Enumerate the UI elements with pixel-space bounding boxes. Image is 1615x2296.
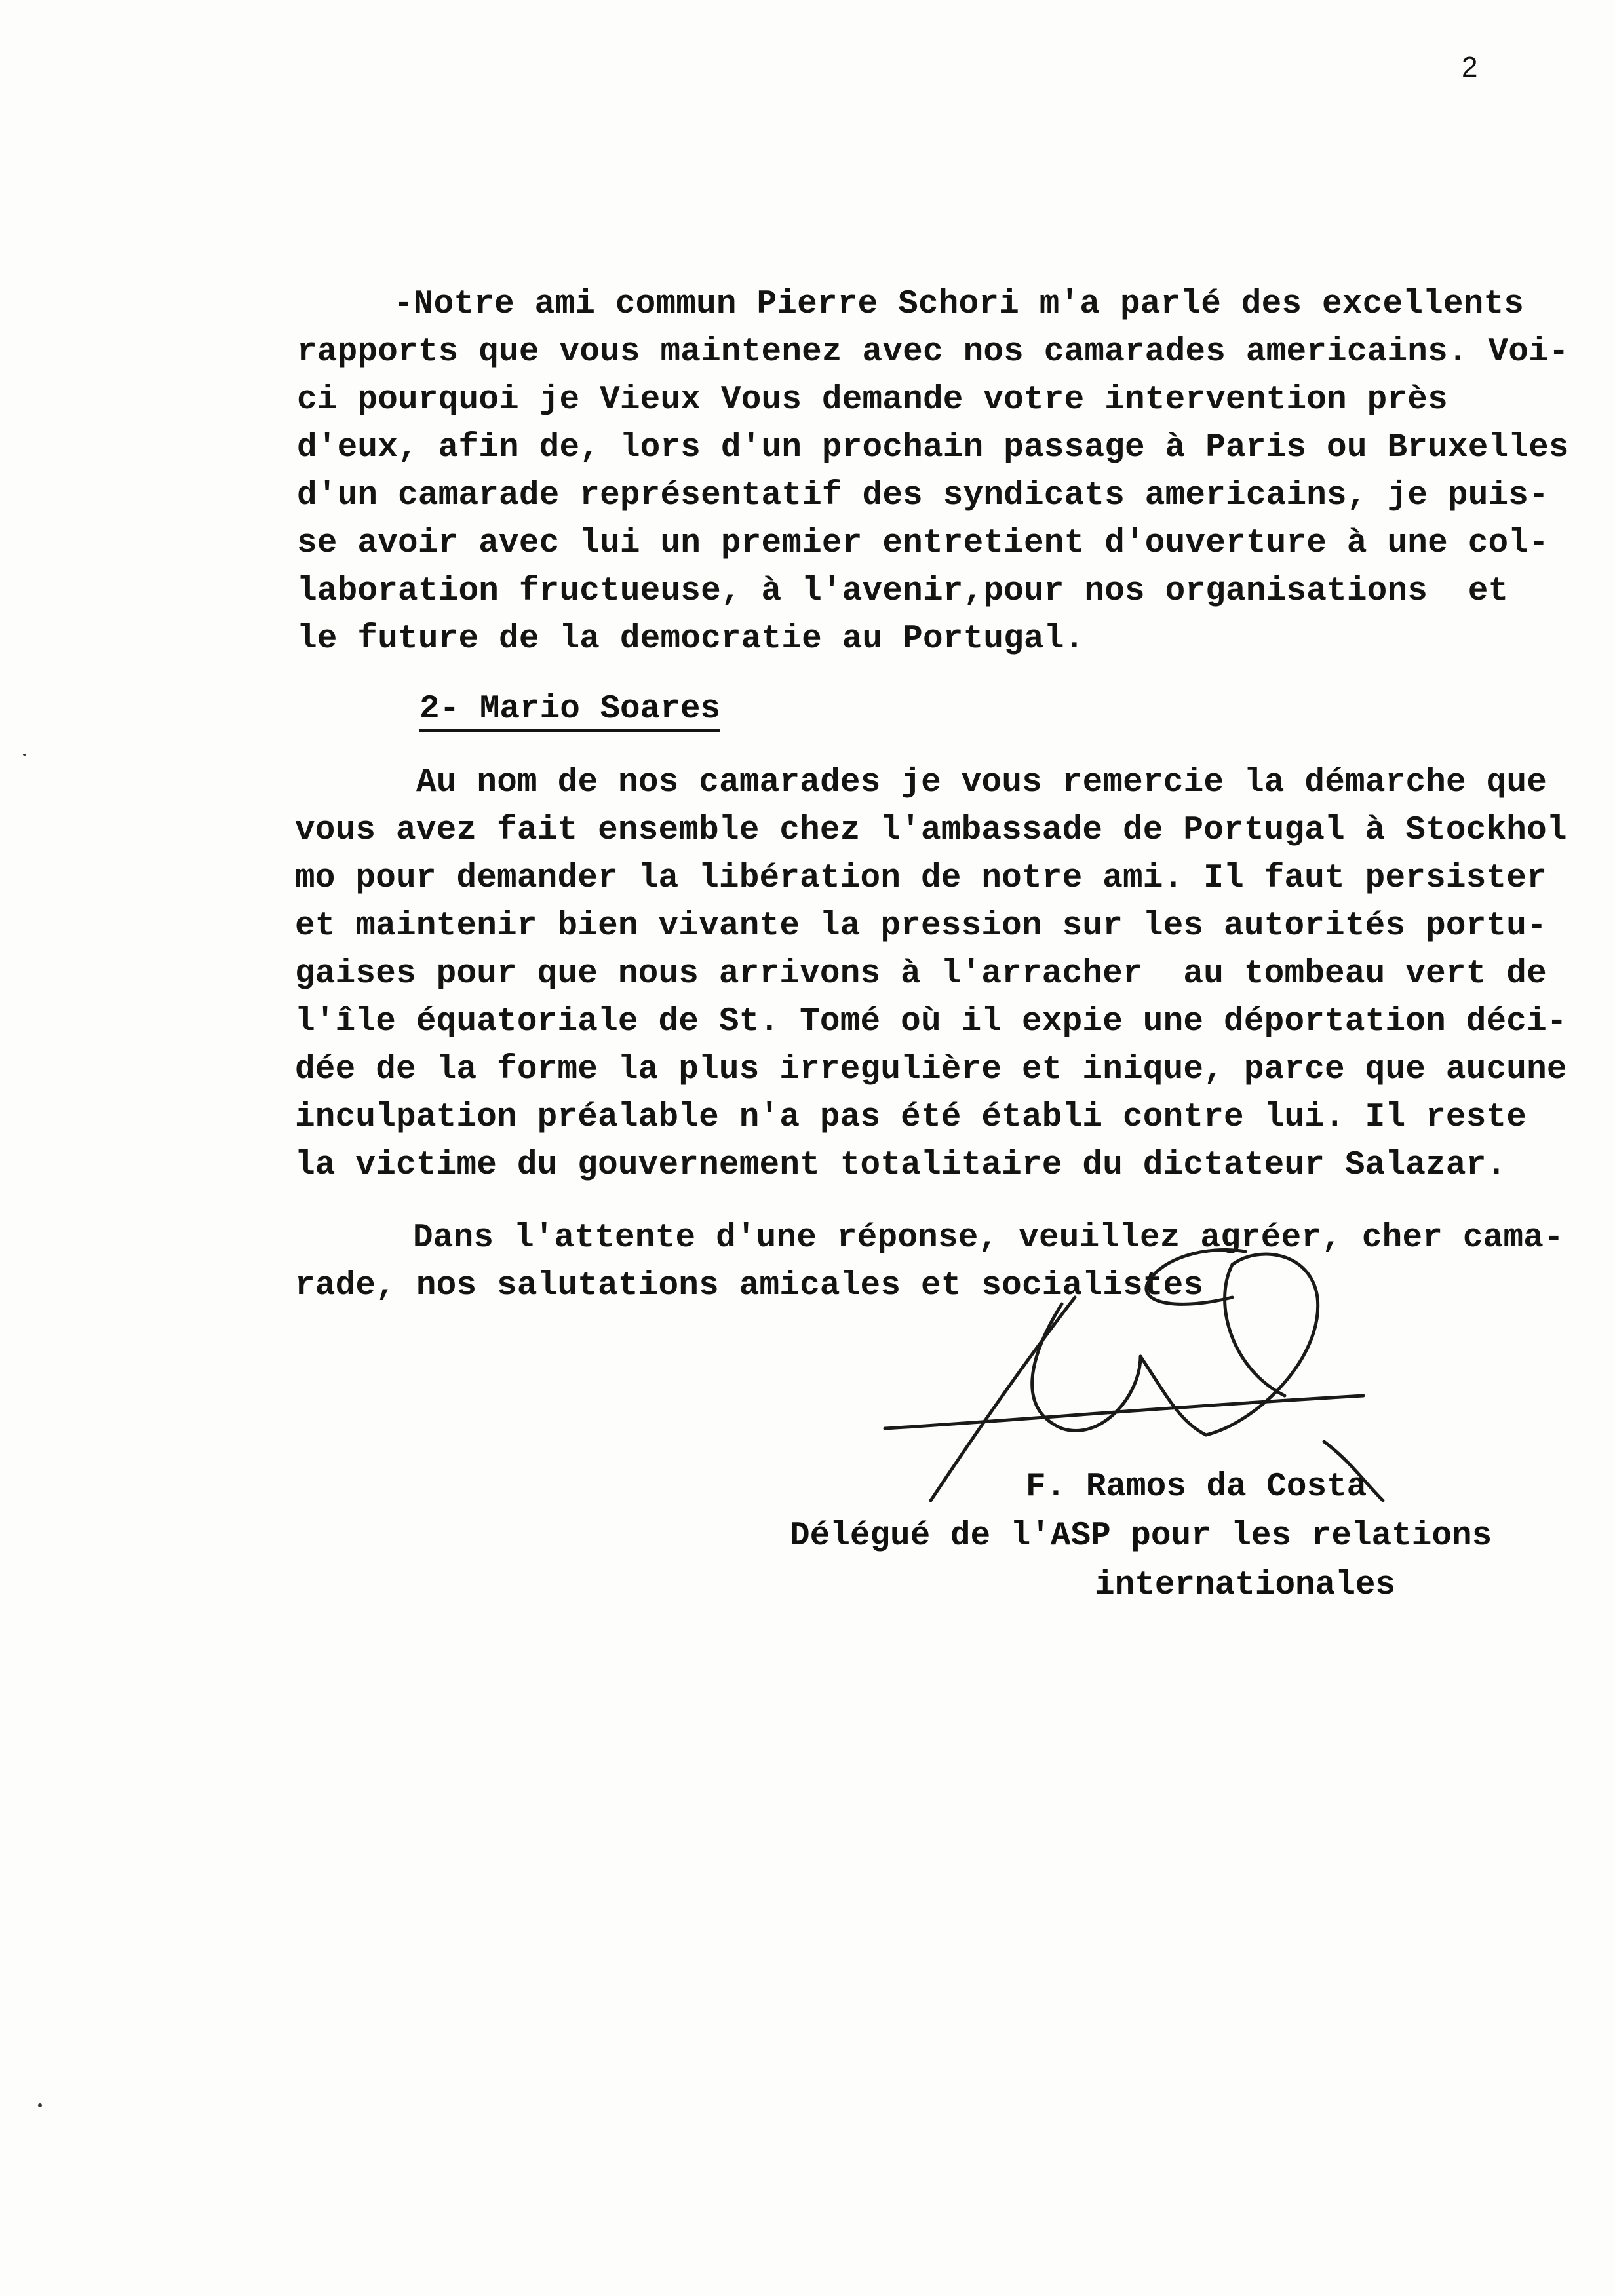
scan-speck [23,754,26,756]
paragraph-1-line-6: se avoir avec lui un premier entretient d'ouverture à une col- [297,525,1549,562]
paragraph-2-line-4: et maintenir bien vivante la pression sur les autorités portu- [295,908,1547,945]
paragraph-1-line-5: d'un camarade représentatif des syndicats americains, je puis- [297,477,1549,514]
section-heading: 2- Mario Soares [419,691,720,732]
closing-line-2: rade, nos salutations amicales et socialistes [295,1267,1204,1305]
paragraph-2-line-6: l'île équatoriale de St. Tomé où il expie une déportation déci- [295,1003,1567,1041]
signatory-title-line-2: internationales [1095,1567,1396,1604]
paragraph-2-line-3: mo pour demander la libération de notre ami. Il faut persister [295,860,1547,897]
paragraph-1-line-3: ci pourquoi je Vieux Vous demande votre intervention près [297,381,1448,419]
paragraph-2-line-5: gaises pour que nous arrivons à l'arracher au tombeau vert de [295,955,1547,993]
paragraph-2-line-9: la victime du gouvernement totalitaire du dictateur Salazar. [295,1147,1507,1184]
handwritten-signature [865,1225,1455,1566]
paragraph-1-line-8: le future de la democratie au Portugal. [297,621,1085,658]
paragraph-2-line-8: inculpation préalable n'a pas été établi contre lui. Il reste [295,1099,1527,1136]
paragraph-1-line-7: laboration fructueuse, à l'avenir,pour nos organisations et [297,573,1509,610]
paragraph-1-line-4: d'eux, afin de, lors d'un prochain passage à Paris ou Bruxelles [297,429,1569,467]
paragraph-2-line-2: vous avez fait ensemble chez l'ambassade de Portugal à Stockhol [295,812,1567,849]
scan-speck [38,2103,42,2107]
closing-line-1: Dans l'attente d'une réponse, veuillez agréer, cher cama- [413,1219,1564,1257]
signatory-title-line-1: Délégué de l'ASP pour les relations [790,1518,1492,1555]
paragraph-2-line-1: Au nom de nos camarades je vous remercie la démarche que [416,764,1547,801]
signatory-name: F. Ramos da Costa [1026,1468,1367,1506]
paragraph-1-line-1: -Notre ami commun Pierre Schori m'a parlé des excellents [393,286,1525,323]
paragraph-2-line-7: dée de la forme la plus irregulière et inique, parce que aucune [295,1051,1567,1088]
paragraph-1-line-2: rapports que vous maintenez avec nos camarades americains. Voi- [297,334,1569,371]
page-number: 2 [1462,51,1478,83]
